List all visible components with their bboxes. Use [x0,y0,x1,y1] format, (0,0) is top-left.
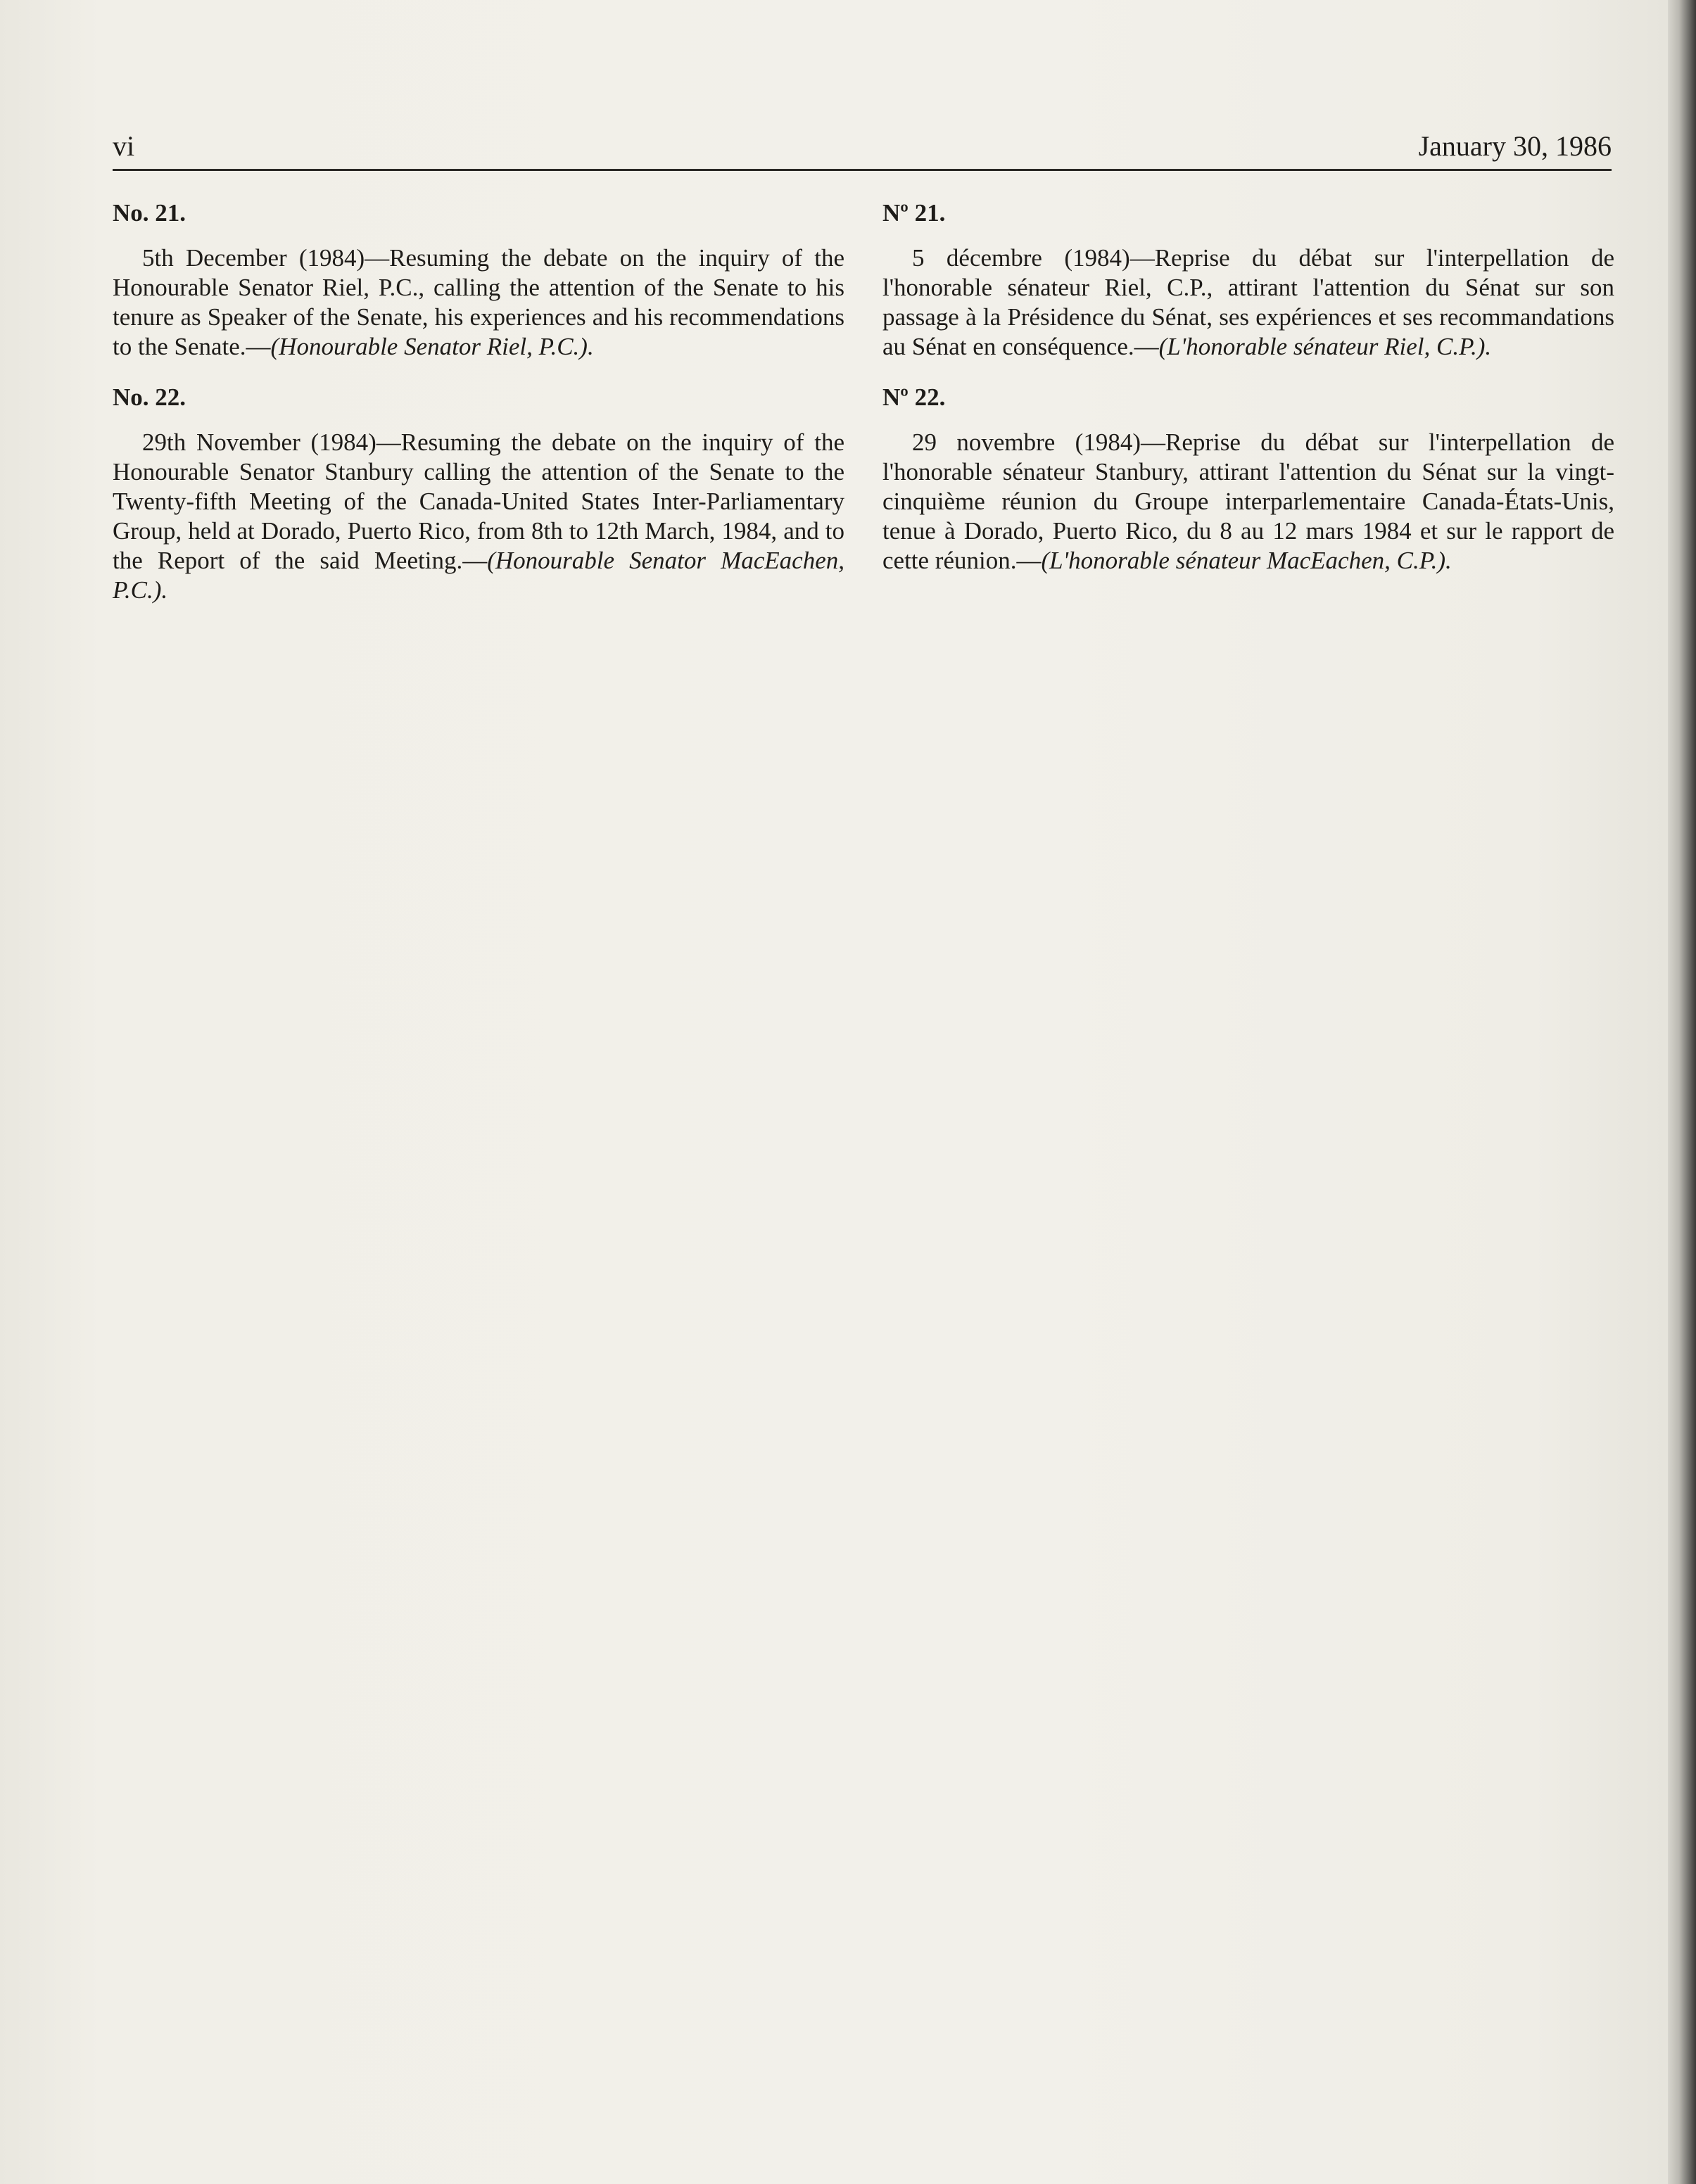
entry-description: 29 novembre (1984)—Reprise du débat sur l'interpellation de l'honorable sénateur Stanbury, attirant l'attention du Sénat sur la vingt-cinquième réunion du Groupe interparlementaire Canada-États-Unis, tenue à Dorado, Puerto Rico, du 8 au 12 mars 1984 et sur le rapport de cette réunion.— [882,428,1614,574]
french-column [882,198,1614,597]
entry-en-21 [113,198,844,362]
entry-text [882,428,1614,576]
page-binding-edge [1668,0,1696,2184]
entry-text [882,243,1614,362]
english-column [113,198,844,626]
page-folio: vi [113,130,135,162]
header-date: January 30, 1986 [1418,130,1612,162]
entry-number: No. 21. [113,199,186,227]
entry-sponsor: (Honourable Senator Riel, P.C.). [270,333,594,360]
entry-number: Nº 21. [882,199,946,227]
entry-sponsor: (L'honorable sénateur MacEachen, C.P.). [1041,547,1452,574]
entry-description: 5 décembre (1984)—Reprise du débat sur l'interpellation de l'honorable sénateur Riel, C.P., attirant l'attention du Sénat sur son passage à la Présidence du Sénat, ses expériences et ses recommandations au Sénat en conséquence.— [882,244,1614,360]
entry-sponsor: (L'honorable sénateur Riel, C.P.). [1158,333,1492,360]
entry-description: 5th December (1984)—Resuming the debate on the inquiry of the Honourable Senator Riel, P.C., calling the attention of the Senate to his tenure as Speaker of the Senate, his experiences and his recommendations to the Senate.— [113,244,844,360]
entry-number: Nº 22. [882,383,946,411]
entry-text [113,428,844,605]
entry-description: 29th November (1984)—Resuming the debate on the inquiry of the Honourable Senator Stanbury calling the attention of the Senate to the Twenty-fifth Meeting of the Canada-United States Inter-Parliamentary Group, held at Dorado, Puerto Rico, from 8th to 12th March, 1984, and to the Report of the said Meeting.— [113,428,844,574]
show-through-right [880,746,1612,1717]
entry-number: No. 22. [113,383,186,411]
entry-en-22 [113,383,844,605]
entry-sponsor: (Honourable Senator MacEachen, P.C.). [113,547,844,604]
entry-text [113,243,844,362]
entry-fr-22 [882,383,1614,576]
entry-fr-21 [882,198,1614,362]
show-through-left [120,746,852,1717]
page-header [113,125,1612,171]
